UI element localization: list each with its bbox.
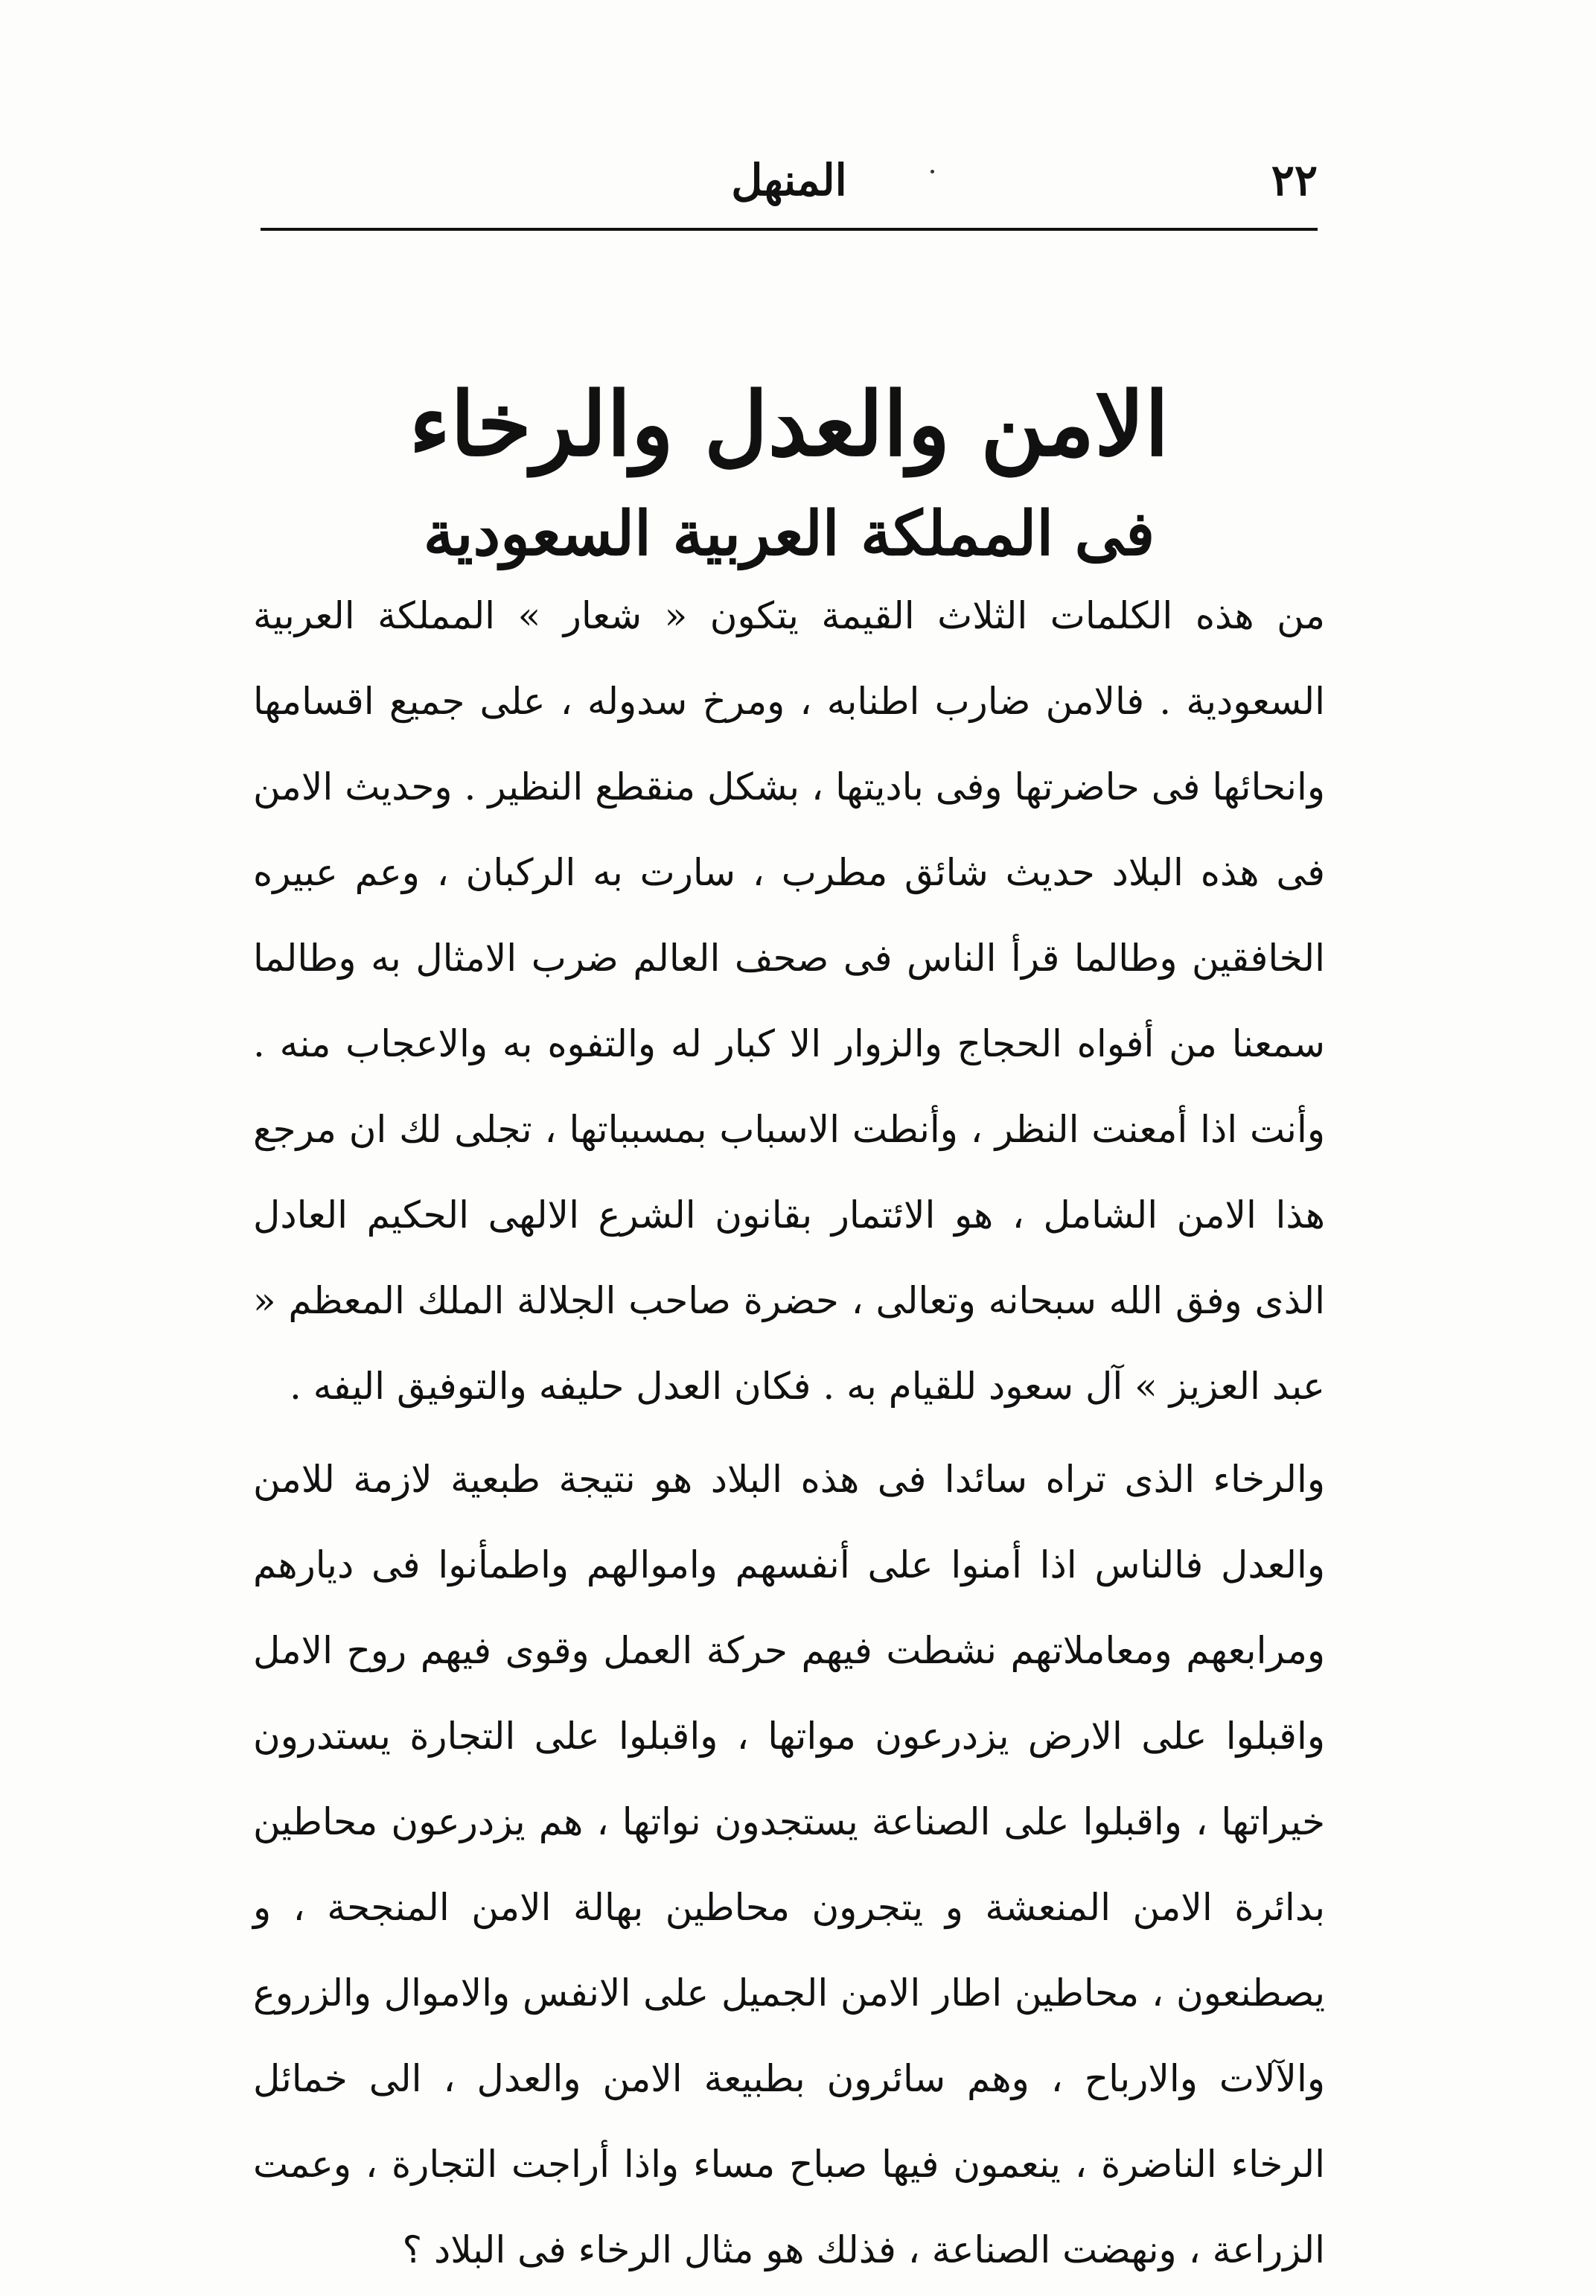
article-subtitle: فى المملكة العربية السعودية [423, 498, 1155, 570]
header-divider [261, 228, 1318, 231]
page-header [261, 149, 1318, 231]
journal-name: المنهل [731, 155, 847, 205]
paragraph-2: والرخاء الذى تراه سائدا فى هذه البلاد هو نتيجة طبعية لازمة للامن والعدل فالناس اذا أمنوا على أنفسهم واموالهم واطمأنوا فى ديارهم ومرابعهم ومعاملاتهم نشطت فيهم حركة العمل وقوى فيهم روح الامل واقبلوا على الارض يزدرعون مواتها ، واقبلوا على التجارة يستدرون خيراتها ، واقبلوا على الصناعة يستجدون نواتها ، هم يزدرعون محاطين بدائرة الامن المنعشة و يتجرون محاطين بهالة الامن المنجحة ، و يصطنعون ، محاطين اطار الامن الجميل على الانفس والاموال والزروع والآلات والارباح ، وهم سائرون بطبيعة الامن والعدل ، الى خمائل الرخاء الناضرة ، ينعمون فيها صباح مساء واذا أراجت التجارة ، وعمت الزراعة ، ونهضت الصناعة ، فذلك هو مثال الرخاء فى البلاد ؟ [253, 1458, 1325, 2271]
article-body [253, 573, 1325, 2293]
paragraph-1: من هذه الكلمات الثلاث القيمة يتكون « شعار » المملكة العربية السعودية . فالامن ضارب اطنابه ، ومرخ سدوله ، على جميع اقسامها وانحائها فى حاضرتها وفى باديتها ، بشكل منقطع النظير . وحديث الامن فى هذه البلاد حديث شائق مطرب ، سارت به الركبان ، وعم عبيره الخافقين وطالما قرأ الناس فى صحف العالم ضرب الامثال به وطالما سمعنا من أفواه الحجاج والزوار الا كبار له والتفوه به والاعجاب منه . وأنت اذا أمعنت النظر ، وأنطت الاسباب بمسبباتها ، تجلى لك ان مرجع هذا الامن الشامل ، هو الائتمار بقانون الشرع الالهى الحكيم العادل الذى وفق الله سبحانه وتعالى ، حضرة صاحب الجلالة الملك المعظم « عبد العزيز » آل سعود للقيام به . فكان العدل حليفه والتوفيق اليفه . [253, 594, 1325, 1408]
page-number: ٢٢ [1271, 155, 1318, 205]
article-title: الامن والعدل والرخاء [409, 372, 1169, 476]
print-speck [931, 170, 934, 173]
